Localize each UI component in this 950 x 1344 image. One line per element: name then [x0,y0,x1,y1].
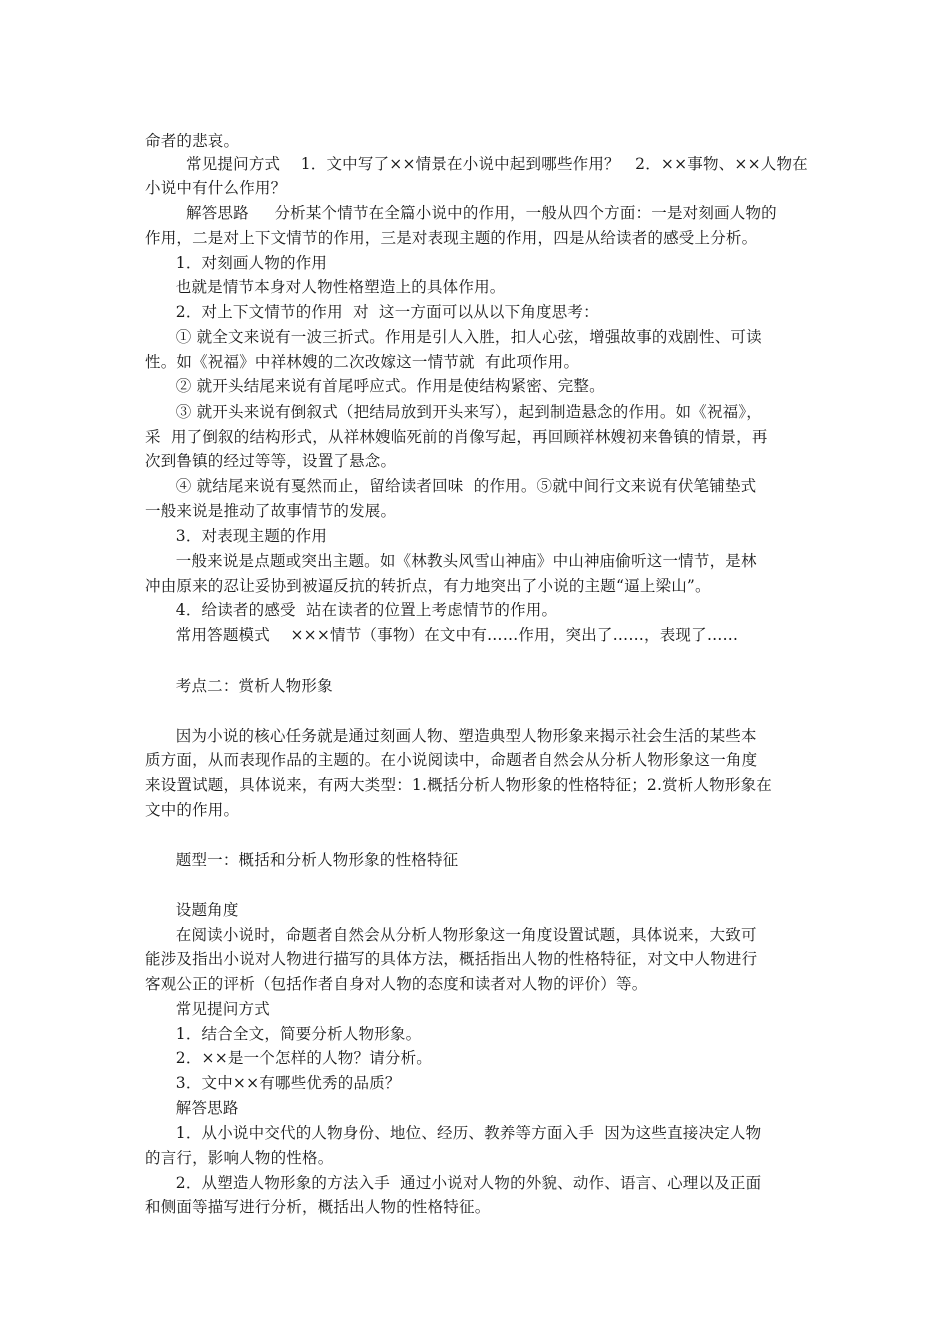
text-line: ① 就全文来说有一波三折式。作用是引人入胜，扣人心弦，增强故事的戏剧性、可读 [145,328,762,346]
text-line: 性。如《祝福》中祥林嫂的二次改嫁这一情节就 有此项作用。 [145,353,580,371]
text-line: 4．给读者的感受 站在读者的位置上考虑情节的作用。 [145,601,558,619]
text-line: 也就是情节本身对人物性格塑造上的具体作用。 [145,278,506,296]
text-line: 1．结合全文，简要分析人物形象。 [145,1025,422,1043]
text-line: 2．从塑造人物形象的方法入手 通过小说对人物的外貌、动作、语言、心理以及正面 [145,1174,762,1192]
text-line: 解答思路 分析某个情节在全篇小说中的作用，一般从四个方面：一是对刻画人物的 [145,204,777,222]
text-line: ② 就开头结尾来说有首尾呼应式。作用是使结构紧密、完整。 [145,377,605,395]
text-line: 2．对上下文情节的作用 对 这一方面可以从以下角度思考： [145,303,599,321]
text-line: 次到鲁镇的经过等等，设置了悬念。 [145,452,397,470]
text-line: 在阅读小说时，命题者自然会从分析人物形象这一角度设置试题，具体说来，大致可 [145,926,757,944]
text-line: 采 用了倒叙的结构形式，从祥林嫂临死前的肖像写起，再回顾祥林嫂初来鲁镇的情景，再 [145,428,768,446]
text-line: 作用，二是对上下文情节的作用，三是对表现主题的作用，四是从给读者的感受上分析。 [145,229,758,247]
text-line: 小说中有什么作用？ [145,179,287,197]
text-line: 来设置试题，具体说来，有两大类型：1.概括分析人物形象的性格特征；2.赏析人物形象在 [145,776,772,794]
text-line: 一般来说是点题或突出主题。如《林教头风雪山神庙》中山神庙偷听这一情节，是林 [145,552,757,570]
text-line: 因为小说的核心任务就是通过刻画人物、塑造典型人物形象来揭示社会生活的某些本 [145,727,757,745]
text-line: 3．对表现主题的作用 [145,527,328,545]
text-line: 的言行，影响人物的性格。 [145,1149,334,1167]
text-line: 客观公正的评析（包括作者自身对人物的态度和读者对人物的评价）等。 [145,975,648,993]
text-line: 常用答题模式 ×××情节（事物）在文中有……作用，突出了……，表现了…… [145,626,739,644]
text-line: 常见提问方式 1．文中写了××情景在小说中起到哪些作用？ 2．××事物、××人物在 [145,155,808,173]
section-heading: 题型一：概括和分析人物形象的性格特征 [145,851,459,869]
text-line: 冲由原来的忍让妥协到被逼反抗的转折点，有力地突出了小说的主题“逼上梁山”。 [145,577,711,595]
text-line: 3．文中××有哪些优秀的品质？ [145,1074,401,1092]
text-line: 解答思路 [145,1099,239,1117]
text-line: 文中的作用。 [145,801,240,819]
text-line: 2．××是一个怎样的人物？请分析。 [145,1049,432,1067]
text-line: 设题角度 [145,901,239,919]
text-line: 质方面，从而表现作品的主题的。在小说阅读中，命题者自然会从分析人物形象这一角度 [145,751,758,769]
text-line: 命者的悲哀。 [145,132,240,150]
text-line: 一般来说是推动了故事情节的发展。 [145,502,397,520]
text-line: 和侧面等描写进行分析，概括出人物的性格特征。 [145,1198,491,1216]
text-line: 1．对刻画人物的作用 [145,254,328,272]
text-line: ③ 就开头来说有倒叙式（把结局放到开头来写），起到制造悬念的作用。如《祝福》， [145,403,762,421]
section-heading: 考点二：赏析人物形象 [145,677,333,695]
text-line: 常见提问方式 [145,1000,270,1018]
text-line: 1．从小说中交代的人物身份、地位、经历、教养等方面入手 因为这些直接决定人物 [145,1124,762,1142]
text-line: 能涉及指出小说对人物进行描写的具体方法，概括指出人物的性格特征，对文中人物进行 [145,950,758,968]
text-line: ④ 就结尾来说有戛然而止，留给读者回味 的作用。⑤就中间行文来说有伏笔铺垫式 [145,477,757,495]
